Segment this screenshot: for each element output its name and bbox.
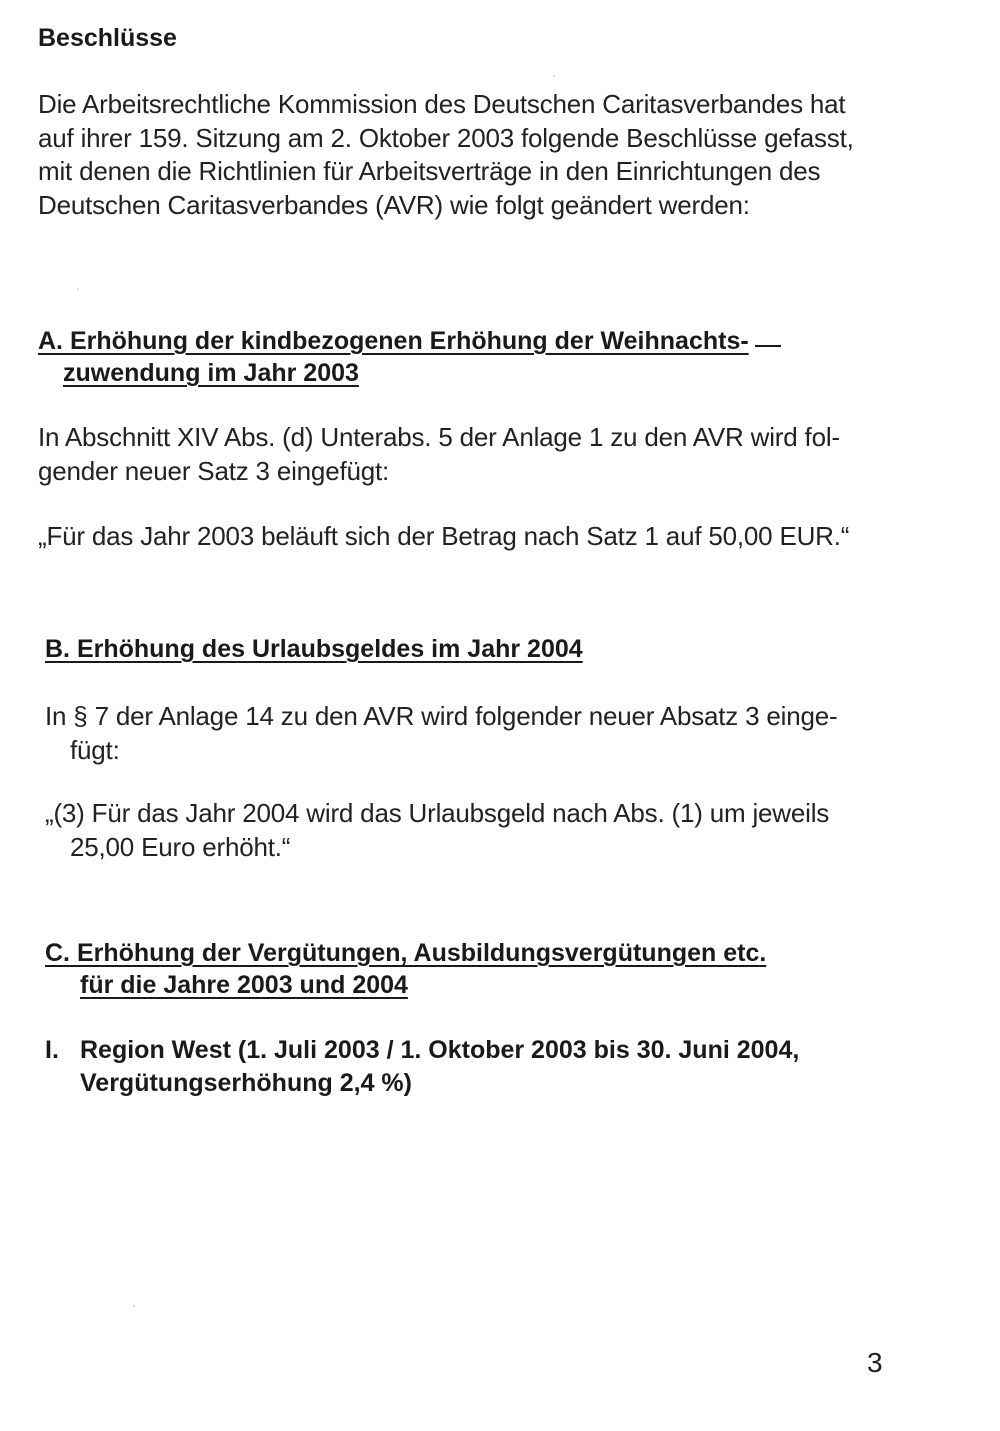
section-a-text-line: In Abschnitt XIV Abs. (d) Unterabs. 5 der Anlage 1 zu den AVR wird fol- [38, 422, 840, 452]
section-b-quote-line: 25,00 Euro erhöht.“ [70, 831, 291, 862]
section-a-quote [38, 520, 849, 554]
underline-extension [755, 345, 781, 347]
intro-line: Die Arbeitsrechtliche Kommission des Deutschen Caritasverbandes hat [38, 89, 846, 119]
scan-speck [553, 75, 555, 77]
section-c-heading-line: für die Jahre 2003 und 2004 [80, 971, 408, 999]
subsection-number: I. [45, 1036, 59, 1064]
section-b-text-line: fügt: [70, 734, 120, 765]
intro-paragraph [38, 88, 898, 222]
section-b-text-line: In § 7 der Anlage 14 zu den AVR wird folgender neuer Absatz 3 einge- [45, 701, 838, 731]
section-a-quote-line: „Für das Jahr 2003 beläuft sich der Betrag nach Satz 1 auf 50,00 EUR.“ [38, 521, 850, 551]
section-a-text-line: gender neuer Satz 3 eingefügt: [38, 455, 390, 486]
section-b-heading [45, 633, 583, 665]
page-number: 3 [867, 1347, 883, 1378]
section-b-quote-line: „(3) Für das Jahr 2004 wird das Urlaubsgeld nach Abs. (1) um jeweils [45, 798, 830, 828]
subsection-i [45, 1034, 799, 1100]
intro-line: Deutschen Caritasverbandes (AVR) wie folgt geändert werden: [38, 189, 750, 220]
subsection-i-line: Vergütungserhöhung 2,4 %) [80, 1069, 412, 1097]
section-b-quote [45, 797, 829, 864]
document-title: Beschlüsse [38, 24, 177, 52]
section-a-heading-line: zuwendung im Jahr 2003 [63, 359, 359, 387]
subsection-i-line: Region West (1. Juli 2003 / 1. Oktober 2003 bis 30. Juni 2004, [80, 1036, 800, 1064]
section-b-heading-line: B. Erhöhung des Urlaubsgeldes im Jahr 2004 [45, 635, 583, 663]
section-c-heading-line: C. Erhöhung der Vergütungen, Ausbildungsvergütungen etc. [45, 939, 767, 967]
intro-line: mit denen die Richtlinien für Arbeitsverträge in den Einrichtungen des [38, 156, 821, 186]
scan-speck [77, 288, 79, 290]
section-c-heading [45, 937, 766, 1001]
scan-speck [133, 1305, 135, 1307]
section-a-heading-line: A. Erhöhung der kindbezogenen Erhöhung der Weihnachts- [38, 325, 781, 357]
intro-line: auf ihrer 159. Sitzung am 2. Oktober 2003 folgende Beschlüsse gefasst, [38, 122, 854, 153]
section-a-heading [38, 325, 781, 389]
section-a-text [38, 421, 840, 488]
section-b-text [45, 700, 837, 767]
